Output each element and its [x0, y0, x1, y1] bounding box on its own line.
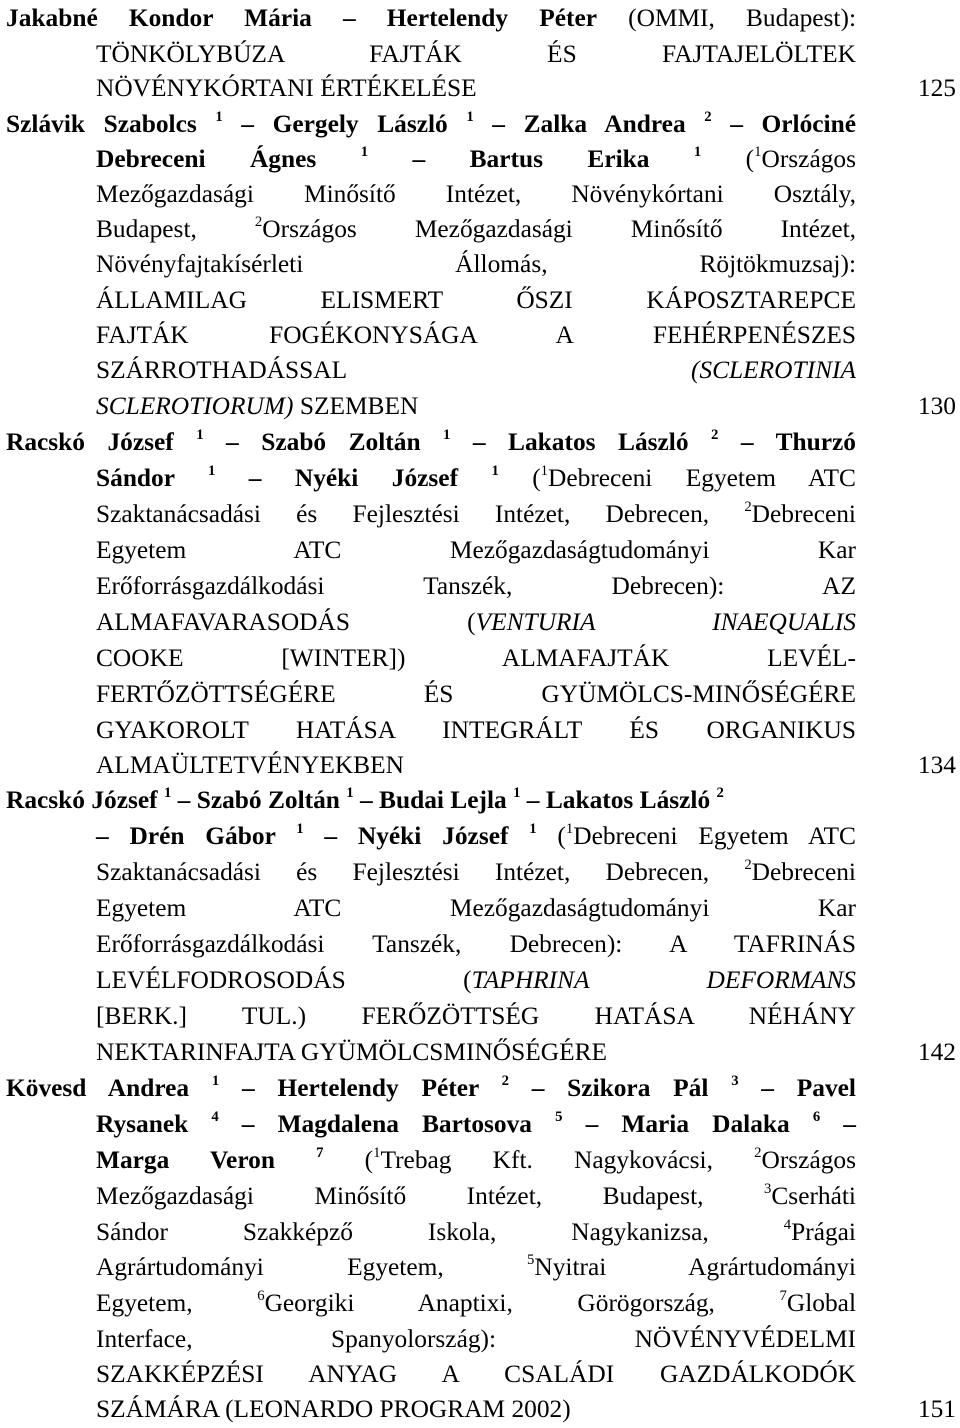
table-of-contents-page: Jakabné Kondor Mária – Hertelendy Péter (OMMI, Budapest): TÖNKÖLYBÚZA FAJTÁK ÉS FAJTAJELÖLTEK NÖVÉNYKÓRTANI ÉRTÉKELÉSE 125 Szlávik Szabolcs $^1$ – Gergely László $^1$ – Zalka Andrea $^2$ – Orlóciné Debreceni Ágnes $^1$ – Bartus Erika $^1$ ($^1$Országos Mezőgazdasági Minősítő Intézet, Növénykórtani Osztály, Budapest, $^2$Országos Mezőgazdasági Minősítő Intézet, Növényfajtakísérleti Állomás, Röjtökmuzsaj): ÁLLAMILAG ELISMERT ŐSZI KÁPOSZTAREPCE FAJTÁK FOGÉKONYSÁGA A FEHÉRPENÉSZES SZÁRROTHADÁSSAL (SCLEROTINIA SCLEROTIORUM) SZEMBEN 130 Racskó József $^1$ – Szabó Zoltán $^1$ – Lakatos László $^2$ – Thurzó Sándor $^1$ – Nyéki József $^1$ ($^1$Debreceni Egyetem ATC Szaktanácsadási és Fejlesztési Intézet, Debrecen, $^2$Debreceni Egyetem ATC Mezőgazdaságtudományi Kar Erőforrásgazdálkodási Tanszék, Debrecen): AZ ALMAFAVARASODÁS (VENTURIA INAEQUALIS COOKE [WINTER]) ALMAFAJTÁK LEVÉL- FERTŐZÖTTSÉGÉRE ÉS GYÜMÖLCS-MINŐSÉGÉRE GYAKOROLT HATÁSA INTEGRÁLT ÉS ORGANIKUS ALMAÜLTETVÉNYEKBEN 134 Racskó József $^1$ – Szabó Zoltán $^1$ – Budai Lejla $^1$ – Lakatos László $^2$ – Drén Gábor $^1$ – Nyéki József $^1$ ($^1$Debreceni Egyetem ATC Szaktanácsadási és Fejlesztési Intézet, Debrecen, $^2$Debreceni Egyetem ATC Mezőgazdaságtudományi Kar Erőforrásgazdálkodási Tanszék, Debrecen): A TAFRINÁS LEVÉLFODROSODÁS (TAPHRINA DEFORMANS [BERK.] TUL.) FERŐZÖTTSÉG HATÁSA NÉHÁNY NEKTARINFAJTA GYÜMÖLCSMINŐSÉGÉRE 142 Kövesd Andrea $^1$ – Hertelendy Péter $^2$ – Szikora Pál $^3$ – Pavel Rysanek $^4$ – Magdalena Bartosova $^5$ – Maria Dalaka $^6$ – Marga Veron $^7$ ($^1$Trebag Kft. Nagykovácsi, $^2$Országos Mezőgazdasági Minősítő Intézet, Budapest, $^3$Cserháti Sándor Szakképző Iskola, Nagykanizsa, $^4$Prágai Agrártudományi Egyetem, $^5$Nyitrai Agrártudományi Egyetem, $^6$Georgiki Anaptixi, Görögország, $^7$Global Interface, Spanyolország): NÖVÉNYVÉDELMI SZAKKÉPZÉSI ANYAG A CSALÁDI GAZDÁLKODÓK SZÁMÁRA (LEONARDO PROGRAM 2002) 151 — [0, 0, 960, 1428]
entry-page-number: 142 — [917, 1038, 956, 1066]
entry-page-number: 125 — [917, 74, 956, 102]
entry-page-number: 130 — [917, 392, 956, 420]
entry-page-number: 134 — [917, 751, 956, 779]
entry-page-number: 151 — [917, 1395, 956, 1423]
